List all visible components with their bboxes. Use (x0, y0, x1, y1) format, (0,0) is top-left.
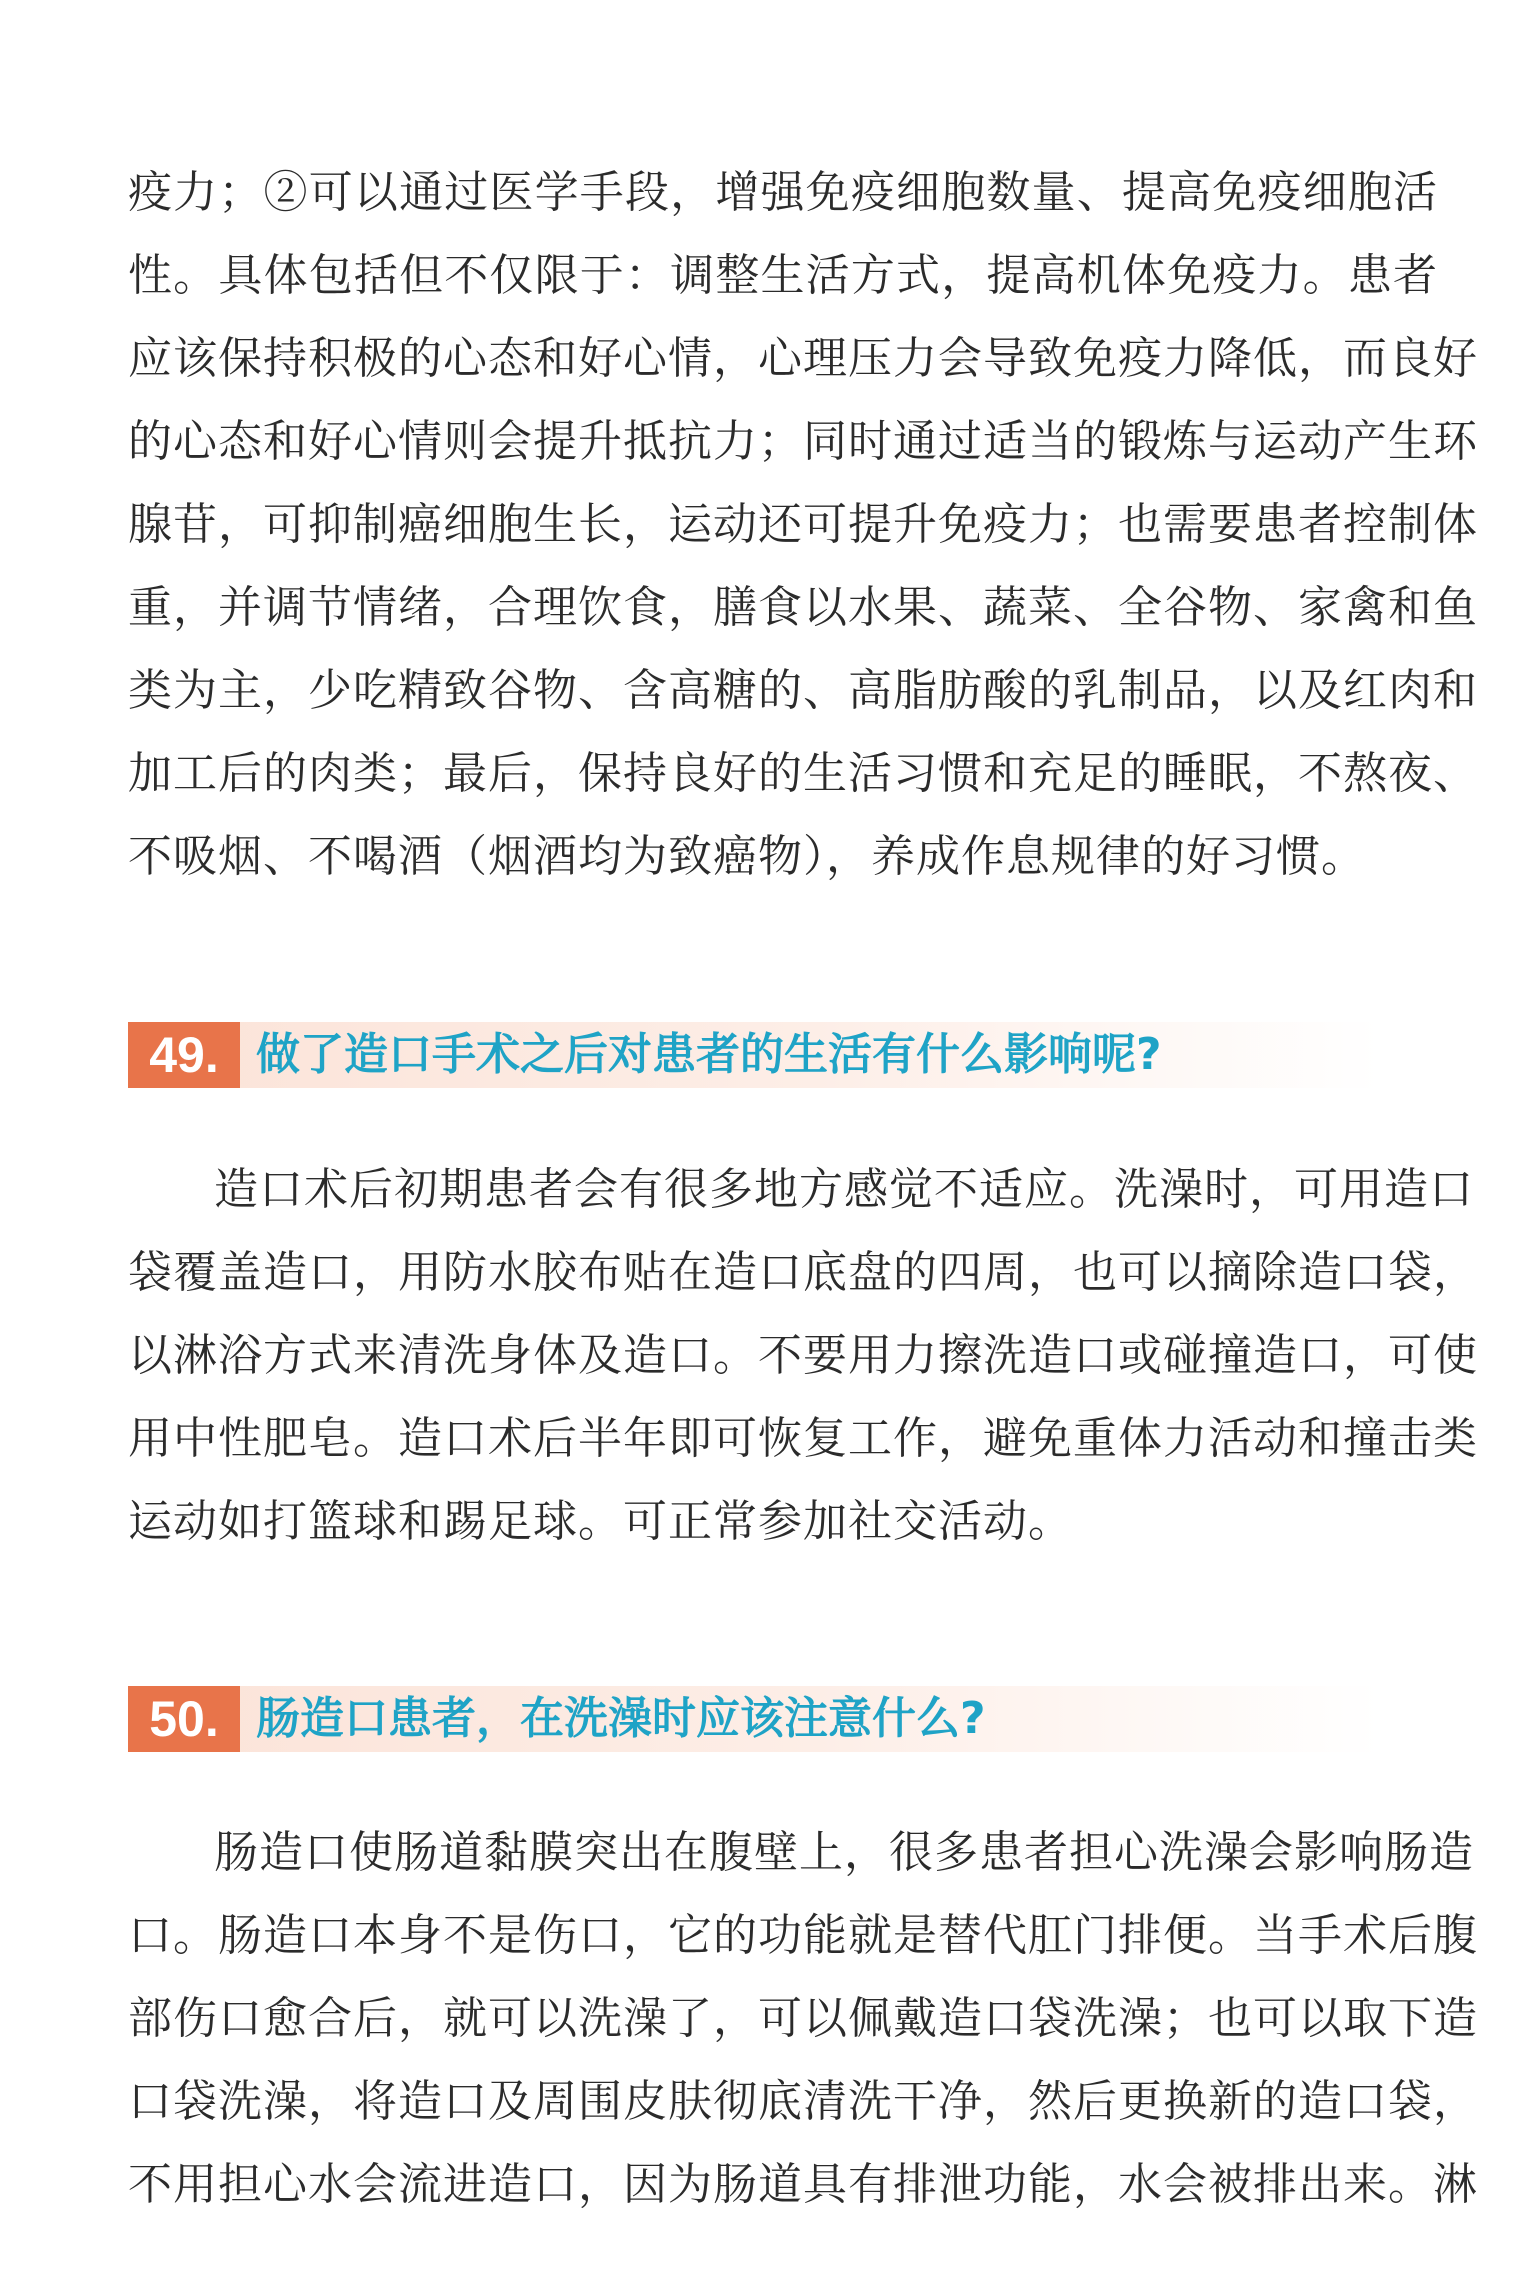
text-line: 类为主，少吃精致谷物、含高糖的、高脂肪酸的乳制品，以及红肉和 (128, 665, 1478, 716)
text-line: 口。肠造口本身不是伤口，它的功能就是替代肛门排便。当手术后腹 (128, 1910, 1478, 1961)
text-line: 运动如打篮球和踢足球。可正常参加社交活动。 (128, 1496, 1073, 1547)
text-line: 口袋洗澡，将造口及周围皮肤彻底清洗干净，然后更换新的造口袋， (128, 2076, 1478, 2127)
text-line: 肠造口使肠道黏膜突出在腹壁上，很多患者担心洗澡会影响肠造 (214, 1827, 1474, 1878)
text-line: 不吸烟、不喝酒（烟酒均为致癌物），养成作息规律的好习惯。 (128, 831, 1366, 882)
text-line: 性。具体包括但不仅限于：调整生活方式，提高机体免疫力。患者 (128, 250, 1438, 301)
section-number: 49. (128, 1022, 240, 1088)
section-title: 做了造口手术之后对患者的生活有什么影响呢? (256, 1029, 1162, 1080)
text-line: 部伤口愈合后，就可以洗澡了，可以佩戴造口袋洗澡；也可以取下造 (128, 1993, 1478, 2044)
text-line: 疫力；②可以通过医学手段，增强免疫细胞数量、提高免疫细胞活 (128, 167, 1438, 218)
section-title: 肠造口患者，在洗澡时应该注意什么? (256, 1693, 986, 1744)
text-line: 袋覆盖造口，用防水胶布贴在造口底盘的四周，也可以摘除造口袋， (128, 1247, 1478, 1298)
text-line: 重，并调节情绪，合理饮食，膳食以水果、蔬菜、全谷物、家禽和鱼 (128, 582, 1478, 633)
section-number: 50. (128, 1686, 240, 1752)
text-line: 应该保持积极的心态和好心情，心理压力会导致免疫力降低，而良好 (128, 333, 1478, 384)
section-heading-49 (128, 1022, 1380, 1088)
section-heading-50 (128, 1686, 1380, 1752)
text-line: 以淋浴方式来清洗身体及造口。不要用力擦洗造口或碰撞造口，可使 (128, 1330, 1478, 1381)
text-line: 造口术后初期患者会有很多地方感觉不适应。洗澡时，可用造口 (214, 1164, 1474, 1215)
text-line: 加工后的肉类；最后，保持良好的生活习惯和充足的睡眠，不熬夜、 (128, 748, 1478, 799)
text-line: 的心态和好心情则会提升抵抗力；同时通过适当的锻炼与运动产生环 (128, 416, 1478, 467)
text-line: 用中性肥皂。造口术后半年即可恢复工作，避免重体力活动和撞击类 (128, 1413, 1478, 1464)
text-line: 不用担心水会流进造口，因为肠道具有排泄功能，水会被排出来。淋 (128, 2159, 1478, 2210)
text-line: 腺苷，可抑制癌细胞生长，运动还可提升免疫力；也需要患者控制体 (128, 499, 1478, 550)
